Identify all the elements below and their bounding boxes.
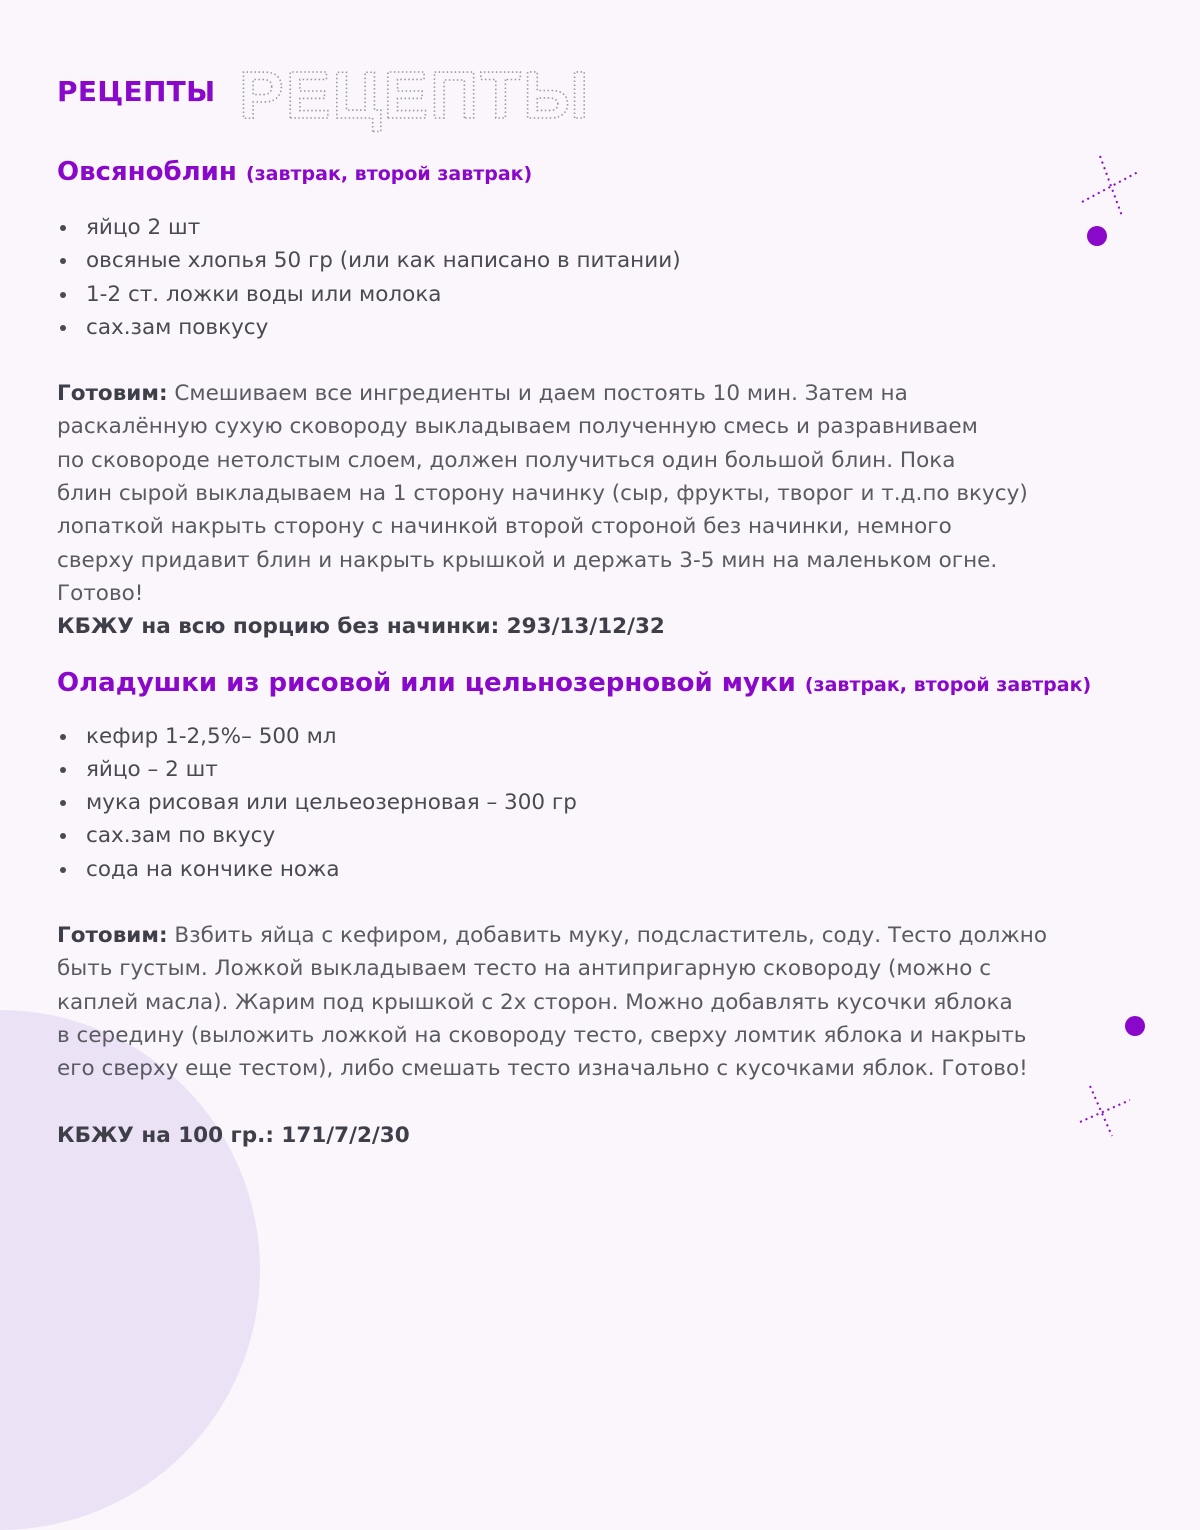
method-line: в середину (выложить ложкой на сковороду тесто, сверху ломтик яблока и накрыть: [57, 1022, 1027, 1048]
recipe-card: [57, 659, 1137, 1152]
list-item: 1-2 ст. ложки воды или молока: [57, 278, 1137, 311]
method-line: Готово!: [57, 580, 144, 606]
method-line: раскалённую сухую сковороду выкладываем полученную смесь и разравниваем: [57, 414, 978, 440]
method-line: каплей масла). Жарим под крышкой с 2х сторон. Можно добавлять кусочки яблока: [57, 989, 1013, 1015]
recipe-meal-time: (завтрак, второй завтрак): [245, 163, 533, 185]
list-item: мука рисовая или цельеозерновая – 300 гр: [57, 786, 1137, 819]
list-item: сах.зам по вкусу: [57, 819, 1137, 852]
method-label: Готовим:: [57, 381, 168, 407]
recipes: [57, 148, 1137, 1152]
method-line: быть густым. Ложкой выкладываем тесто на антипригарную сковороду (можно с: [57, 956, 992, 982]
method-line: блин сырой выкладываем на 1 сторону начинку (сыр, фрукты, творог и т.д.по вкусу): [57, 481, 1028, 507]
nutrition-summary: КБЖУ на 100 гр.: 171/7/2/30: [57, 1122, 410, 1148]
outline-title-text: РЕЦЕПТЫ: [239, 60, 591, 133]
recipe-card: [57, 148, 1137, 644]
recipe-meal-time: (завтрак, второй завтрак): [804, 673, 1092, 696]
list-item: сах.зам повкусу: [57, 311, 1137, 344]
method-label: Готовим:: [57, 923, 168, 949]
method-line: Смешиваем все ингредиенты и даем постоять 10 мин. Затем на: [174, 381, 908, 407]
recipe-title: [57, 659, 1137, 709]
list-item: кефир 1-2,5%– 500 мл: [57, 720, 1137, 753]
method-line: сверху придавит блин и накрыть крышкой и держать 3-5 мин на маленьком огне.: [57, 547, 998, 573]
ingredient-list: [57, 720, 1137, 886]
method-paragraph: [57, 377, 1137, 610]
list-item: сода на кончике ножа: [57, 853, 1137, 886]
list-item: яйцо – 2 шт: [57, 753, 1137, 786]
recipe-title-text: Оладушки из рисовой или цельнозерновой муки: [57, 667, 796, 698]
method-line: Взбить яйца с кефиром, добавить муку, подсластитель, соду. Тесто должно: [174, 923, 1047, 949]
method-line: лопаткой накрыть сторону с начинкой второй стороной без начинки, немного: [57, 514, 952, 540]
list-item: яйцо 2 шт: [57, 211, 1137, 244]
outline-title: [237, 60, 677, 140]
method-line: по сковороде нетолстым слоем, должен получиться один большой блин. Пока: [57, 447, 956, 473]
method-paragraph: [57, 919, 1137, 1085]
recipe-title-text: Овсяноблин: [57, 157, 237, 187]
nutrition-summary: КБЖУ на всю порцию без начинки: 293/13/12/32: [57, 614, 665, 640]
method-line: его сверху еще тестом), либо смешать тесто изначально с кусочками яблок. Готово!: [57, 1056, 1028, 1082]
ingredient-list: [57, 211, 1137, 344]
list-item: овсяные хлопья 50 гр (или как написано в питании): [57, 244, 1137, 277]
recipe-title: [57, 148, 1137, 198]
page-title: РЕЦЕПТЫ: [57, 75, 216, 108]
